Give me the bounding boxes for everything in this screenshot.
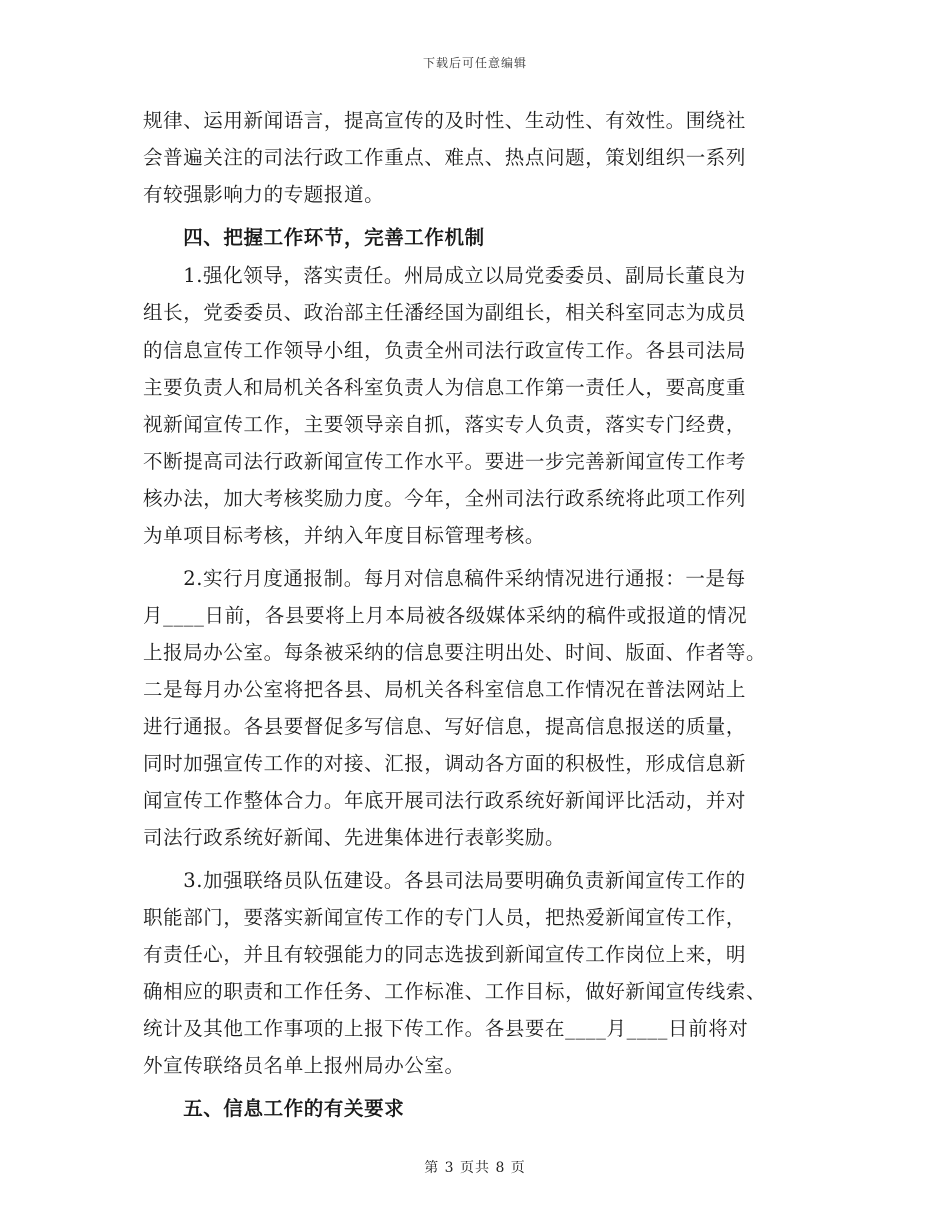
body-line: 不断提高司法行政新闻宣传工作水平。要进一步完善新闻宣传工作考: [143, 450, 747, 473]
body-line: 1.强化领导，落实责任。州局成立以局党委委员、副局长董良为: [143, 264, 746, 287]
body-line: 会普遍关注的司法行政工作重点、难点、热点问题，策划组织一系列: [143, 146, 747, 169]
body-line: 2.实行月度通报制。每月对信息稿件采纳情况进行通报：一是每: [143, 567, 746, 590]
body-line: 月____日前，各县要将上月本局被各级媒体采纳的稿件或报道的情况: [143, 604, 748, 627]
body-line: 二是每月办公室将把各县、局机关各科室信息工作情况在普法网站上: [143, 678, 747, 701]
body-line: 外宣传联络员名单上报州局办公室。: [143, 1054, 465, 1077]
body-line: 闻宣传工作整体合力。年底开展司法行政系统好新闻评比活动，并对: [143, 789, 747, 812]
section-heading-5: 五、信息工作的有关要求: [143, 1097, 405, 1120]
body-line: 有责任心，并且有较强能力的同志选拔到新闻宣传工作岗位上来，明: [143, 943, 747, 966]
body-line: 司法行政系统好新闻、先进集体进行表彰奖励。: [143, 826, 566, 849]
body-line: 上报局办公室。每条被采纳的信息要注明出处、时间、版面、作者等。: [143, 641, 767, 664]
body-line: 确相应的职责和工作任务、工作标准、工作目标，做好新闻宣传线索、: [143, 980, 767, 1003]
body-line: 3.加强联络员队伍建设。各县司法局要明确负责新闻宣传工作的: [143, 869, 746, 892]
body-line: 有较强影响力的专题报道。: [143, 183, 385, 206]
body-line: 的信息宣传工作领导小组，负责全州司法行政宣传工作。各县司法局: [143, 339, 747, 362]
body-line: 统计及其他工作事项的上报下传工作。各县要在____月____日前将对: [143, 1017, 749, 1040]
body-line: 主要负责人和局机关各科室负责人为信息工作第一责任人，要高度重: [143, 376, 747, 399]
page-header: 下载后可任意编辑: [422, 56, 527, 70]
section-heading-4: 四、把握工作环节，完善工作机制: [143, 226, 485, 249]
body-line: 视新闻宣传工作，主要领导亲自抓，落实专人负责，落实专门经费，: [143, 413, 747, 436]
body-line: 同时加强宣传工作的对接、汇报，调动各方面的积极性，形成信息新: [143, 752, 747, 775]
body-line: 核办法，加大考核奖励力度。今年，全州司法行政系统将此项工作列: [143, 487, 747, 510]
body-line: 为单项目标考核，并纳入年度目标管理考核。: [143, 524, 546, 547]
body-line: 规律、运用新闻语言，提高宣传的及时性、生动性、有效性。围绕社: [143, 109, 747, 132]
body-line: 职能部门，要落实新闻宣传工作的专门人员，把热爱新闻宣传工作，: [143, 906, 747, 929]
body-line: 进行通报。各县要督促多写信息、写好信息，提高信息报送的质量，: [143, 715, 747, 738]
body-line: 组长，党委委员、政治部主任潘经国为副组长，相关科室同志为成员: [143, 301, 747, 324]
page-number: 第 3 页共 8 页: [424, 1160, 526, 1176]
